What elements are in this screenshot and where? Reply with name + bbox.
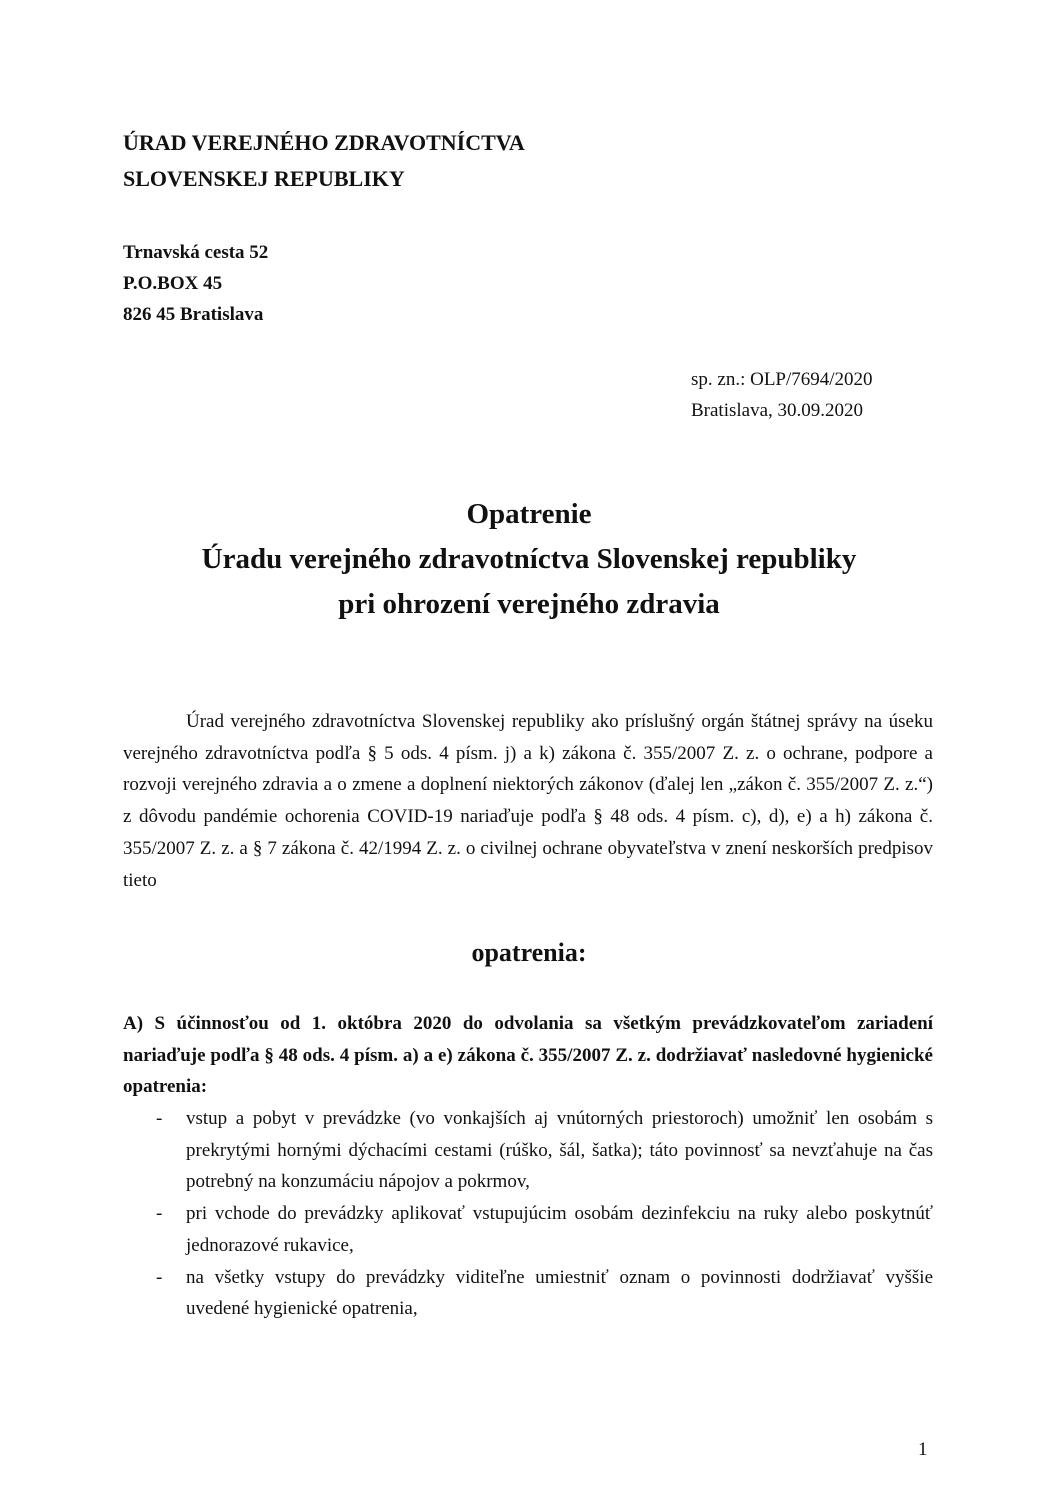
intro-paragraph: Úrad verejného zdravotníctva Slovenskej republiky ako príslušný orgán štátnej správy na úseku verejného zdravotníctva podľa § 5 ods. 4 písm. j) a k) zákona č. 355/2007 Z. z. o ochrane, podpore a rozvoji verejného zdravia a o zmene a doplnení niektorých zákonov (ďalej len „zákon č. 355/2007 Z. z.“) z dôvodu pandémie ochorenia COVID-19 nariaďuje podľa § 48 ods. 4 písm. c), d), e) a h) zákona č. 355/2007 Z. z. a § 7 zákona č. 42/1994 Z. z. o civilnej ochrane obyvateľstva v znení neskorších predpisov tieto [123, 711, 933, 891]
title-line-2: Úradu verejného zdravotníctva Slovenskej republiky [201, 543, 857, 575]
list-item [123, 1262, 933, 1325]
document-title [0, 492, 1058, 627]
issuing-authority [123, 125, 525, 197]
list-item [123, 1198, 933, 1261]
address-street: Trnavská cesta 52 [123, 242, 269, 263]
measures-heading: opatrenia: [471, 938, 587, 967]
title-line-3: pri ohrození verejného zdravia [338, 588, 720, 620]
bullet-dash: - [156, 1108, 163, 1129]
address-po-box: P.O.BOX 45 [123, 273, 223, 294]
address-postal-city: 826 45 Bratislava [123, 304, 264, 325]
page-number: 1 [918, 1439, 928, 1460]
list-item-text: pri vchode do prevádzky aplikovať vstupujúcim osobám dezinfekciu na ruky alebo poskytnúť jednorazové rukavice, [186, 1203, 933, 1256]
reference-block [691, 364, 873, 426]
authority-name-line-2: SLOVENSKEJ REPUBLIKY [123, 166, 405, 191]
case-number: sp. zn.: OLP/7694/2020 [691, 369, 873, 390]
bullet-dash: - [156, 1203, 163, 1225]
title-line-1: Opatrenie [466, 498, 592, 530]
section-a-bullet-list [123, 1103, 933, 1325]
list-item-text: na všetky vstupy do prevádzky viditeľne umiestniť oznam o povinnosti dodržiavať vyššie uvedené hygienické opatrenia, [186, 1266, 933, 1320]
bullet-dash: - [156, 1266, 163, 1288]
authority-address [123, 237, 268, 330]
section-a-text: A) S účinnosťou od 1. októbra 2020 do odvolania sa všetkým prevádzkovateľom zariadení nariaďuje podľa § 48 ods. 4 písm. a) a e) zákona č. 355/2007 Z. z. dodržiavať nasledovné hygienické opatrenia: [123, 1013, 933, 1098]
list-item [123, 1103, 933, 1198]
list-item-text: vstup a pobyt v prevádzke (vo vonkajších aj vnútorných priestoroch) umožniť len osobám s prekrytými hornými dýchacími cestami (rúško, šál, šatka); táto povinnosť sa nevzťahuje na čas potrebný na konzumáciu nápojov a pokrmov, [186, 1108, 933, 1193]
place-and-date: Bratislava, 30.09.2020 [691, 400, 864, 421]
authority-name-line-1: ÚRAD VEREJNÉHO ZDRAVOTNÍCTVA [123, 130, 525, 155]
